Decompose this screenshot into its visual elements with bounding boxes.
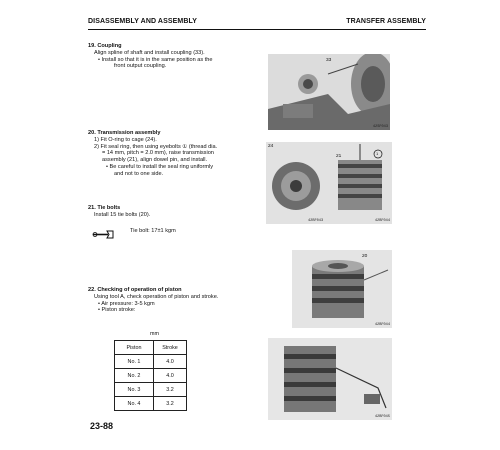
header-section-title: DISASSEMBLY AND ASSEMBLY <box>88 18 197 25</box>
callout-33: 33 <box>326 58 332 63</box>
section-title: 20. Transmission assembly <box>88 130 161 136</box>
table-cell: No. 4 <box>115 397 154 411</box>
step-text: 1) Fit O-ring to cage (24). <box>94 136 157 143</box>
table-cell: 3.2 <box>154 397 187 411</box>
table-cell: 3.2 <box>154 383 187 397</box>
table-row <box>115 397 187 411</box>
photo-caption: 42SF043 <box>372 125 388 129</box>
photo-coupling <box>268 54 390 130</box>
section-coupling <box>88 43 268 70</box>
section-piston-check <box>88 287 268 314</box>
step-text: Install 15 tie bolts (20). <box>94 211 151 218</box>
table-row <box>115 355 187 369</box>
section-tie-bolts <box>88 205 268 219</box>
table-row <box>115 369 187 383</box>
photo-tie-bolts <box>292 250 392 328</box>
section-title: 21. Tie bolts <box>88 205 121 211</box>
section-transmission-assembly <box>88 130 268 178</box>
table-cell: No. 1 <box>115 355 154 369</box>
table-header-row <box>115 341 187 355</box>
step-text: Using tool A, check operation of piston and stroke. <box>94 293 219 300</box>
header-assembly-title: TRANSFER ASSEMBLY <box>346 18 426 25</box>
table-cell: No. 3 <box>115 383 154 397</box>
table-cell: 4.0 <box>154 355 187 369</box>
photo-piston-check <box>268 338 392 420</box>
section-title: 22. Checking of operation of piston <box>88 287 182 293</box>
bullet-text: • Piston stroke: <box>98 307 136 314</box>
step-text: assembly (21), align dowel pin, and install. <box>102 157 208 164</box>
step-text: = 14 mm, pitch = 2.0 mm), raise transmission <box>102 150 214 157</box>
table-unit: mm <box>150 331 159 337</box>
piston-stroke-table <box>114 340 187 411</box>
callout-1: 1 <box>376 151 379 156</box>
step-text: 2) Fit seal ring, then using eyebolts ① (thread dia. <box>94 143 218 150</box>
section-title: 19. Coupling <box>88 43 122 49</box>
table-row <box>115 383 187 397</box>
torque-wrench-icon <box>92 226 114 244</box>
bullet-text: • Be careful to install the seal ring uniformly <box>106 163 214 170</box>
step-text: Align spline of shaft and install coupling (33). <box>94 49 205 56</box>
bullet-text: • Air pressure: 3-5 kgm <box>98 300 155 307</box>
table-cell: 4.0 <box>154 369 187 383</box>
callout-20: 20 <box>362 254 368 259</box>
page-header <box>88 17 426 30</box>
bullet-text-cont: and not to one side. <box>114 170 164 177</box>
callout-21: 21 <box>336 154 342 159</box>
callout-24: 24 <box>268 144 274 149</box>
photo-caption-right: 42BF044 <box>374 219 390 223</box>
photo-caption: 42BF045 <box>374 415 390 419</box>
column-header-stroke: Stroke <box>154 341 187 355</box>
bullet-text-cont: front output coupling. <box>114 63 167 70</box>
page-number: 23-88 <box>90 421 114 431</box>
bullet-text: • Install so that it is in the same position as the <box>98 56 213 63</box>
photo-caption: 42BF044 <box>374 323 390 327</box>
photo-caption-left: 42BF043 <box>308 219 324 223</box>
photo-transmission-assembly <box>266 142 392 224</box>
torque-spec: Tie bolt: 17±1 kgm <box>130 228 176 234</box>
column-header-piston: Piston <box>115 341 154 355</box>
table-cell: No. 2 <box>115 369 154 383</box>
